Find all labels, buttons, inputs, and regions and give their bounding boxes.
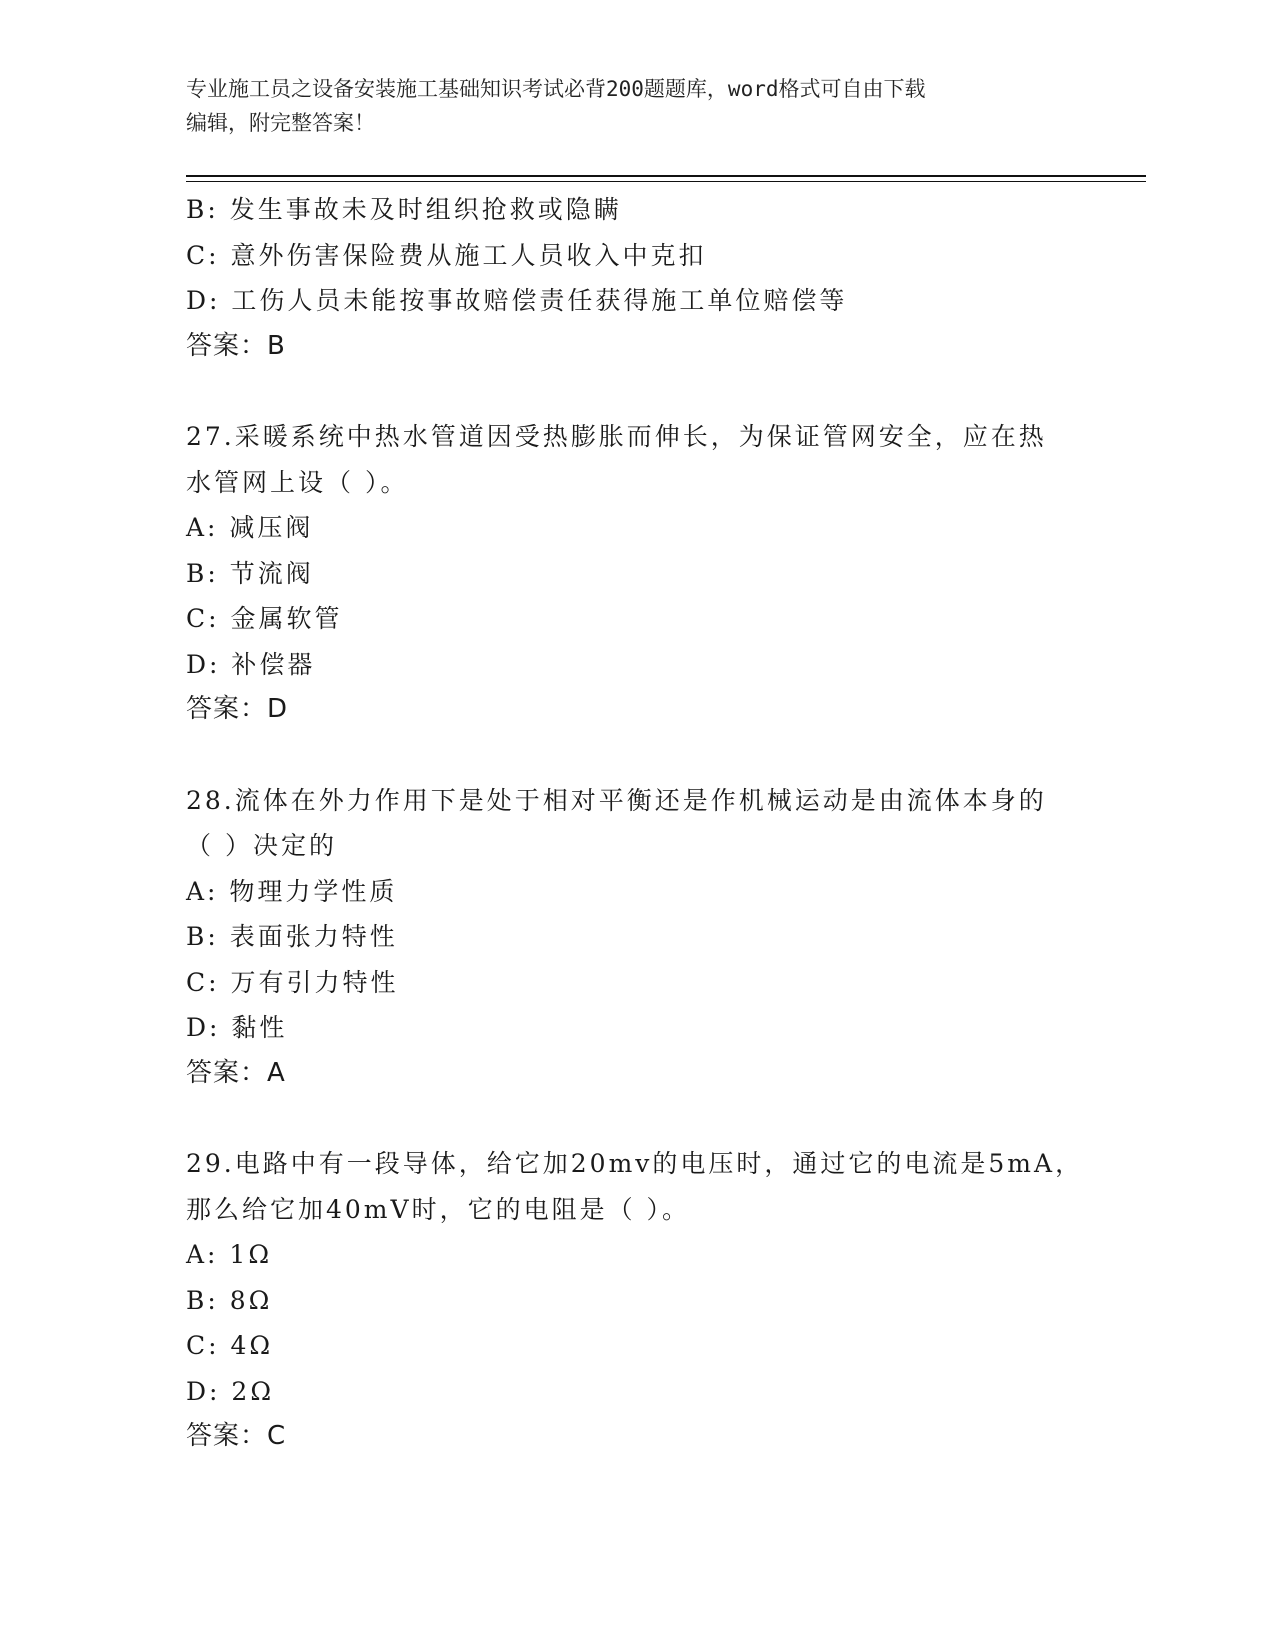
question-stem-line-1: 29.电路中有一段导体，给它加20mv的电压时，通过它的电流是5mA， bbox=[186, 1149, 1084, 1178]
question-27 bbox=[186, 414, 1086, 733]
option-c: C: 4Ω bbox=[186, 1331, 274, 1360]
header-title-line-1: 专业施工员之设备安装施工基础知识考试必背200题题库，word格式可自由下载 bbox=[186, 77, 926, 101]
question-29 bbox=[186, 1141, 1086, 1460]
partial-question bbox=[186, 187, 1086, 369]
answer: 答案：D bbox=[186, 694, 289, 724]
question-stem-line-2: （ ）决定的 bbox=[186, 831, 337, 860]
option-a: A: 减压阀 bbox=[186, 513, 314, 542]
answer: 答案：B bbox=[186, 330, 286, 361]
spacer bbox=[186, 369, 1086, 414]
option-a: A: 物理力学性质 bbox=[186, 876, 398, 906]
option-b: B: 表面张力特性 bbox=[186, 922, 398, 951]
spacer bbox=[186, 1096, 1086, 1141]
option-c: C: 意外伤害保险费从施工人员收入中克扣 bbox=[186, 240, 707, 270]
question-stem-line-1: 27.采暖系统中热水管道因受热膨胀而伸长，为保证管网安全，应在热 bbox=[186, 422, 1047, 451]
spacer bbox=[186, 733, 1086, 778]
question-28 bbox=[186, 778, 1086, 1097]
option-d: D: 工伤人员未能按事故赔偿责任获得施工单位赔偿等 bbox=[186, 286, 848, 315]
document-header bbox=[186, 72, 1086, 140]
option-d: D: 2Ω bbox=[186, 1376, 275, 1406]
question-list bbox=[186, 187, 1086, 1460]
header-title-line-2: 编辑，附完整答案！ bbox=[186, 111, 375, 135]
option-b: B: 发生事故未及时组织抢救或隐瞒 bbox=[186, 195, 622, 224]
question-stem-line-2: 那么给它加40mV时，它的电阻是（ ）。 bbox=[186, 1194, 691, 1224]
option-b: B: 8Ω bbox=[186, 1285, 273, 1315]
question-stem-line-2: 水管网上设（ ）。 bbox=[186, 467, 409, 497]
header-divider-thick bbox=[186, 175, 1146, 177]
answer: 答案：A bbox=[186, 1057, 286, 1088]
option-d: D: 黏性 bbox=[186, 1013, 288, 1042]
option-b: B: 节流阀 bbox=[186, 558, 314, 588]
option-a: A: 1Ω bbox=[186, 1240, 273, 1269]
answer: 答案：C bbox=[186, 1421, 287, 1451]
option-c: C: 金属软管 bbox=[186, 604, 343, 633]
header-divider-thin bbox=[186, 181, 1146, 182]
question-stem-line-1: 28.流体在外力作用下是处于相对平衡还是作机械运动是由流体本身的 bbox=[186, 785, 1047, 815]
option-d: D: 补偿器 bbox=[186, 649, 316, 679]
option-c: C: 万有引力特性 bbox=[186, 967, 399, 997]
